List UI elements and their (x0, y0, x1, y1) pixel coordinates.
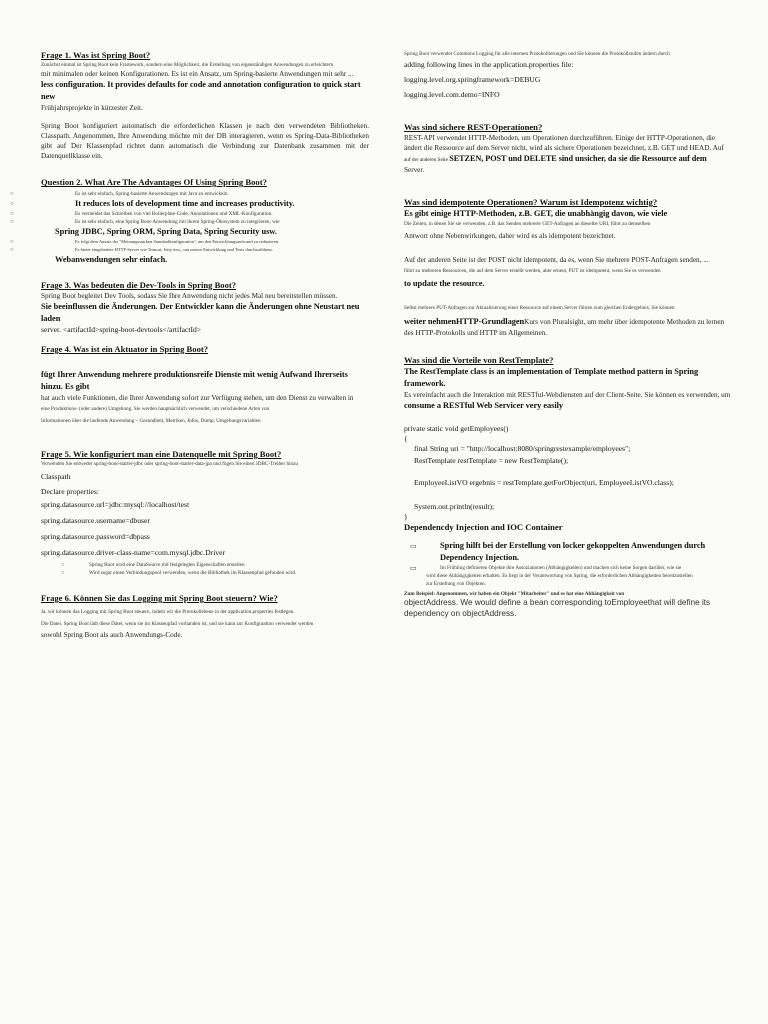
text-span: SETZEN, POST und DELETE sind unsicher, da sie die Ressource auf dem (449, 154, 707, 163)
section-title: Frage 3. Was bedeuten die Dev-Tools in Spring Boot? (41, 280, 237, 290)
text-line: Spring JDBC, Spring ORM, Spring Data, Spring Security usw. (55, 227, 277, 236)
text-line: wird diese Abhängigkeiten erhalten. Es liegt in der Verantwortung von Spring, die erforderlichen Abhängigkeiten bereitzustellen (426, 573, 693, 579)
code-line: { (404, 434, 408, 443)
item-text: Spring hilft bei der Erstellung von locker gekoppelten Anwendungen durch Dependency Injection. (440, 541, 706, 562)
text-line: führt zu mehreren Ressourcen, die auf dem Server erstellt werden, aber erneut, PUT ist idempotent, wenn Sie es verwenden (404, 268, 661, 274)
code-line: spring.datasource.url=jdbc:mysql://localhost/test (41, 500, 190, 509)
text-line: consume a RESTful Web Servicer very easily (404, 401, 564, 410)
section-frage-5 (41, 449, 369, 577)
item-text: Wird sogar einen Verbindungspool verwenden, wenn die Bibliothek im Klassenpfad gefunden wird. (89, 570, 297, 576)
section-frage-6 (41, 593, 369, 640)
circle-bullet-icon: ○ (10, 219, 14, 225)
section-frage-4 (41, 344, 369, 427)
text-span: auf der anderen Seite (404, 157, 450, 163)
item-text: Spring Boot wird eine DataSource mit festgelegten Eigenschaften erstellen (89, 562, 245, 568)
text-line: ändert die Ressource auf dem Server nicht, wird als sichere Operationen bezeichnet, z.B. GET und HEAD. Auf (404, 144, 724, 152)
circle-bullet-icon: ○ (61, 570, 65, 576)
text-line: Declare properties: (41, 487, 99, 496)
text-line: Verwenden Sie entweder spring-boot-starter-jdbc oder spring-boot-starter-data-jpa und fügen Sie einen JDBC-Treiber hinzu (41, 461, 299, 467)
list-item (41, 569, 369, 577)
text-line: Server. (404, 166, 425, 174)
circle-bullet-icon: ○ (10, 247, 14, 253)
text-line: Zunächst einmal ist Spring Boot kein Framework, sondern eine Möglichkeit, die Erstellung von eigenständigen Anwendungen zu erleichtern (41, 62, 334, 68)
list-item (404, 540, 732, 564)
left-column (10, 50, 369, 640)
list-item (10, 210, 369, 218)
text-line: Es gibt einige HTTP-Methoden, z.B. GET, die unabhängig davon, wie viele (404, 209, 668, 218)
text-line: Selbst mehrere PUT-Anfragen zur Aktualisierung einer Ressource auf einem Server führen zum gleichen Endergebnis. Sie können (404, 305, 675, 311)
section-dependency-injection (404, 522, 732, 619)
list-item (10, 218, 369, 226)
text-line: dependency on objectAddress. (404, 608, 517, 618)
text-line: objectAddress. We would define a bean corresponding toEmployeethat will define its (404, 598, 711, 607)
item-text: It reduces lots of development time and increases productivity. (75, 199, 295, 208)
text-line: mit minimalen oder keinen Konfigurationen. Es ist ein Ansatz, um Spring-basierte Anwendungen mit sehr ... (41, 70, 354, 78)
list-item (10, 238, 369, 246)
text-line: less configuration. It provides defaults for code and annotation configuration to quick start new (41, 80, 361, 101)
section-question-2 (10, 177, 369, 266)
square-bullet-icon: ▭ (410, 564, 417, 572)
item-text: Es ist sehr einfach, Spring-basierte Anwendungen mit Java zu entwickeln. (75, 191, 229, 197)
code-line: logging.level.org.springframework=DEBUG (404, 75, 541, 84)
text-line: fügt Ihrer Anwendung mehrere produktionsreife Dienste mit wenig Aufwand Ihrerseits hinzu. Es gibt (41, 370, 348, 391)
code-line: private static void getEmployees() (404, 424, 509, 433)
text-line (404, 316, 732, 328)
text-line: Webanwendungen sehr einfach. (55, 255, 168, 264)
section-title: Question 2. What Are The Advantages Of Using Spring Boot? (41, 177, 267, 187)
text-line: Es vereinfacht auch die Interaktion mit RESTful-Webdiensten auf der Client-Seite. Sie können es verwenden, um (404, 391, 731, 399)
section-title: Frage 1. Was ist Spring Boot? (41, 50, 151, 60)
text-line: zur Erstellung von Objekten. (426, 581, 486, 587)
text-line (404, 153, 732, 165)
item-text: Es vermeidet das Schreiben von viel Boilerplate-Code, Annotationen und XML-Konfiguration. (75, 211, 273, 217)
list-item (41, 561, 369, 569)
circle-bullet-icon: ○ (10, 239, 14, 245)
text-line: adding following lines in the application.properties file: (404, 60, 574, 69)
text-line: Classpath (41, 472, 71, 481)
item-text: Es ist sehr einfach, eine Spring Boot-Anwendung mit ihrem Spring-Ökosystem zu integrieren, wie (75, 219, 280, 225)
section-title: Frage 4. Was ist ein Aktuator in Spring Boot? (41, 344, 209, 354)
text-line: hat auch viele Funktionen, die Ihrer Anwendung sofort zur Verfügung stehen, um den Dienst zu verwalten in (41, 394, 354, 402)
text-line: eine Produktions- (oder andere) Umgebung. Sie werden hauptsächlich verwendet, um verschiedene Arten von (41, 406, 270, 412)
circle-bullet-icon: ○ (61, 562, 65, 568)
section-title: Was sind die Vorteile von RestTemplate? (404, 355, 554, 365)
list-item (404, 564, 732, 572)
section-frage-1 (41, 50, 369, 161)
section-frage-3 (41, 280, 369, 335)
text-line: Auf der anderen Seite ist der POST nicht idempotent, da es, wenn Sie mehrere POST-Anfragen senden, ... (404, 256, 709, 264)
text-line: Die Zeiten, in denen Sie sie verwenden, z.B. das Senden mehrerer GET-Anfragen an dieselbe URI, führt zu demselben (404, 221, 651, 227)
section-title: Frage 5. Wie konfiguriert man eine Datenquelle mit Spring Boot? (41, 449, 282, 459)
code-line: EmployeeListVO ergebnis = restTemplate.getForObject(uri, EmployeeListVO.class); (414, 478, 674, 487)
section-title: Frage 6. Können Sie das Logging mit Spring Boot steuern? Wie? (41, 593, 278, 603)
text-line: Ja, wir können das Logging mit Spring Boot steuern, indem wir die Protokollebene in der application.properties festlegen. (41, 609, 295, 615)
code-line: } (404, 512, 408, 521)
circle-bullet-icon: ○ (10, 211, 14, 217)
section-title: Was sind sichere REST-Operationen? (404, 122, 543, 132)
text-line: Zum Beispiel: Angenommen, wir haben ein Objekt "Mitarbeiter" und es hat eine Abhängigkeit von (404, 591, 625, 597)
section-title: Was sind idempotente Operationen? Warum ist Idempotenz wichtig? (404, 197, 658, 207)
text-line: The RestTemplate class is an implementation of Template method pattern in Spring framework. (404, 367, 699, 388)
section-idempotent (404, 197, 732, 338)
item-text: Es bietet eingebettete HTTP-Server wie Tomcat, Jetty usw., um unsere Entwicklung und Tests durchzuführen. (75, 247, 273, 252)
list-item (10, 246, 369, 254)
item-text: Im Frühling definieren Objekte ihre Assoziationen (Abhängigkeiten) und machen sich keine Sorgen darüber, wie sie (440, 565, 682, 571)
paragraph: Spring Boot konfiguriert automatisch die erforderlichen Klassen je nach den verwendeten Bibliotheken. Classpath. Angenommen, Ihre Anwendung möchte mit der DB interagieren, wenn es Spring-Data-Bibliotheken gibt auf Der Klassenpfad richtet dann automatisch die Verbindung zur Datenbank zusammen mit der Datenquellklasse ein. (41, 122, 369, 160)
text-line: to update the resource. (404, 279, 485, 288)
text-span: Kurs von Pluralsight, um mehr über idempotente Methoden zu lernen (524, 318, 725, 326)
text-line: sowohl Spring Boot als auch Anwendungs-Code. (41, 631, 183, 639)
code-line: spring.datasource.password=dbpass (41, 532, 150, 541)
list-item (10, 190, 369, 198)
text-line: Spring Boot begleitet Dev Tools, sodass Sie Ihre Anwendung nicht jedes Mal neu bereitstellen müssen. (41, 292, 338, 300)
square-bullet-icon: ▭ (410, 542, 417, 550)
code-line: System.out.println(result); (414, 502, 495, 511)
text-line: Frühjahrsprojekte in kürzester Zeit. (41, 104, 143, 112)
circle-bullet-icon: ○ (10, 191, 14, 197)
code-line: spring.datasource.driver-class-name=com.mysql.jdbc.Driver (41, 548, 225, 557)
code-line: final String uri = "http://localhost:8080/springrestexample/employees"; (414, 444, 631, 453)
text-line: Die Datei. Spring Boot lädt diese Datei, wenn sie im Klassenpfad vorhanden ist, und sie kann zur Konfiguration verwendet werden (41, 621, 314, 627)
text-line: REST-API verwendet HTTP-Methoden, um Operationen durchzuführen. Einige der HTTP-Operationen, die (404, 134, 716, 142)
code-line: RestTemplate restTemplate = new RestTemplate(); (414, 456, 569, 465)
text-line: Sie beeinflussen die Änderungen. Der Entwickler kann die Änderungen ohne Neustart neu laden (41, 302, 360, 323)
circle-bullet-icon: ○ (10, 201, 14, 207)
text-line: Antwort ohne Nebenwirkungen, daher wird es als idempotent bezeichnet. (404, 232, 616, 240)
text-line: Informationen über die laufende Anwendung – Gesundheit, Metriken, Infos, Dump, Umgebungsvariablen (41, 418, 261, 424)
text-span: weiter nehmenHTTP-Grundlagen (404, 317, 525, 326)
list-item (10, 198, 369, 210)
section-safe-rest (404, 122, 732, 175)
section-title: Dependencdy Injection and IOC Container (404, 522, 563, 532)
text-line: Spring Boot verwendet Commons Logging für alle internen Protokollierungen und Sie können die Protokollstufen ändern durch (404, 51, 670, 57)
code-line: logging.level.com.demo=INFO (404, 90, 500, 99)
section-logging (404, 50, 732, 100)
text-line: des HTTP-Protokolls und HTTP im Allgemeinen. (404, 329, 548, 337)
right-column (404, 50, 732, 619)
section-resttemplate (404, 355, 732, 522)
code-line: spring.datasource.username=dbuser (41, 516, 150, 525)
text-line: server. <artifactId>spring-boot-devtools</artifactId> (41, 325, 202, 334)
item-text: Es folgt dem Ansatz der "Meinungsstarken Standardkonfiguration", um den Entwicklungsaufwand zu reduzieren. (75, 239, 280, 244)
